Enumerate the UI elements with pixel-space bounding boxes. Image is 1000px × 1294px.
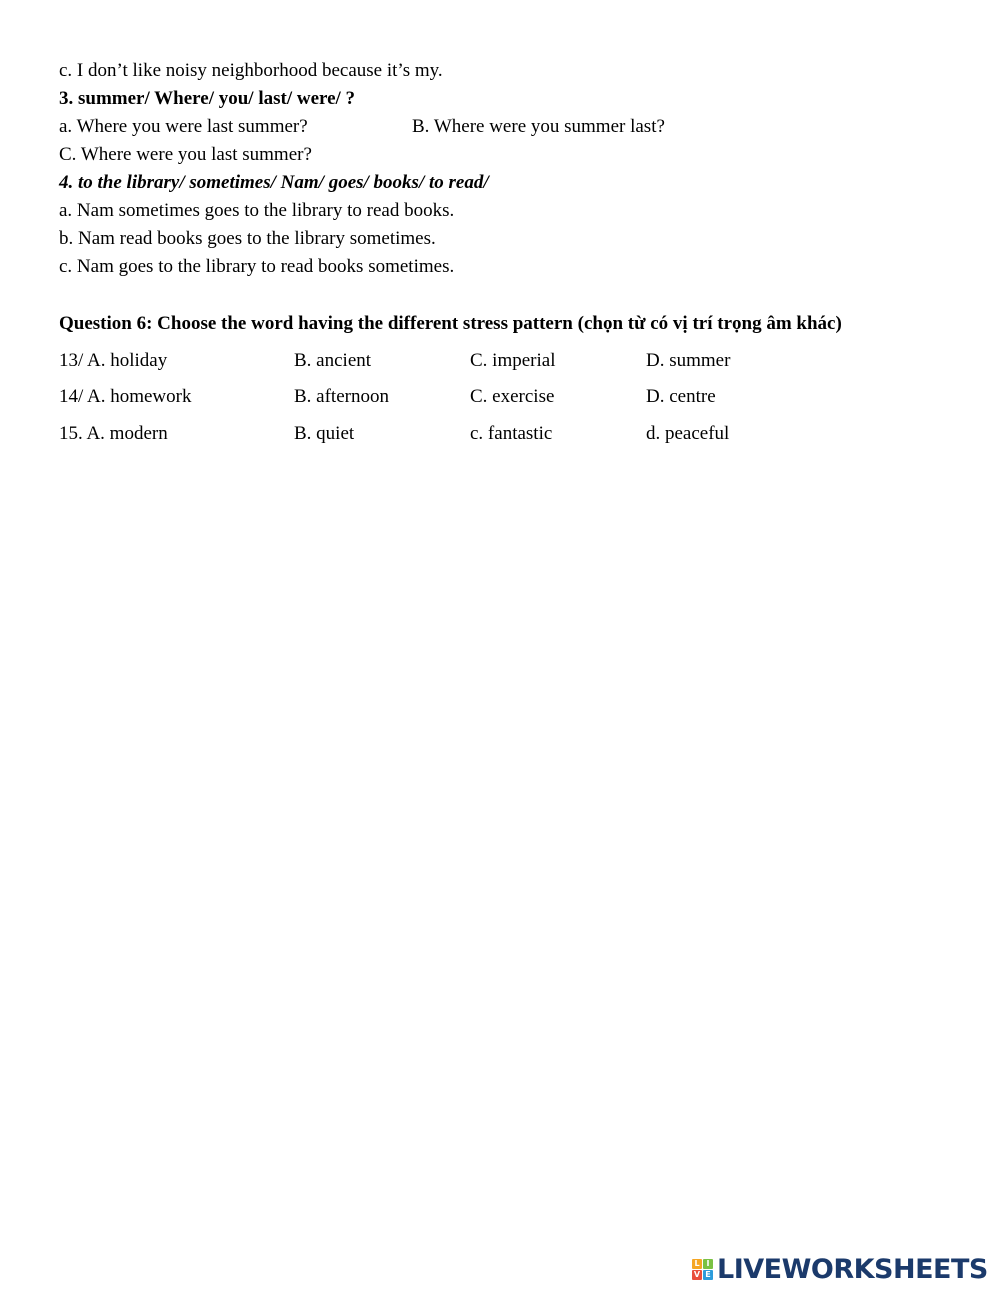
row-15-option-a: 15. A. modern — [59, 423, 168, 444]
row-14-option-d: D. centre — [646, 386, 716, 407]
logo-block: E — [703, 1270, 713, 1280]
question-6-title: Question 6: Choose the word having the different stress pattern (chọn từ có vị trí trọng âm khác) — [59, 313, 842, 334]
sentence-option-c: c. I don’t like noisy neighborhood because it’s my. — [59, 60, 443, 81]
liveworksheets-logo[interactable] — [692, 1254, 988, 1284]
row-15-option-b: B. quiet — [294, 423, 355, 444]
row-13-option-a: 13/ A. holiday — [59, 350, 168, 371]
logo-blocks-icon — [692, 1259, 713, 1280]
question-3-option-a: a. Where you were last summer? — [59, 116, 308, 137]
logo-text: LIVEWORKSHEETS — [717, 1253, 988, 1285]
question-3-title: 3. summer/ Where/ you/ last/ were/ ? — [59, 88, 356, 109]
row-15-option-d: d. peaceful — [646, 423, 730, 444]
row-14-option-b: B. afternoon — [294, 386, 389, 407]
question-3-option-b: B. Where were you summer last? — [412, 116, 665, 137]
question-4-option-c: c. Nam goes to the library to read books sometimes. — [59, 256, 455, 277]
row-14-option-c: C. exercise — [470, 386, 555, 407]
row-13-option-b: B. ancient — [294, 350, 372, 371]
question-4-option-b: b. Nam read books goes to the library sometimes. — [59, 228, 436, 249]
question-4-title: 4. to the library/ sometimes/ Nam/ goes/ books/ to read/ — [59, 172, 489, 193]
row-15-option-c: c. fantastic — [470, 423, 553, 444]
row-14-option-a: 14/ A. homework — [59, 386, 192, 407]
row-13-option-d: D. summer — [646, 350, 731, 371]
logo-block: L — [692, 1259, 702, 1269]
question-3-option-c: C. Where were you last summer? — [59, 144, 312, 165]
logo-block: V — [693, 1270, 701, 1279]
row-13-option-c: C. imperial — [470, 350, 556, 371]
logo-block: I — [703, 1259, 713, 1269]
question-4-option-a: a. Nam sometimes goes to the library to read books. — [59, 200, 455, 221]
